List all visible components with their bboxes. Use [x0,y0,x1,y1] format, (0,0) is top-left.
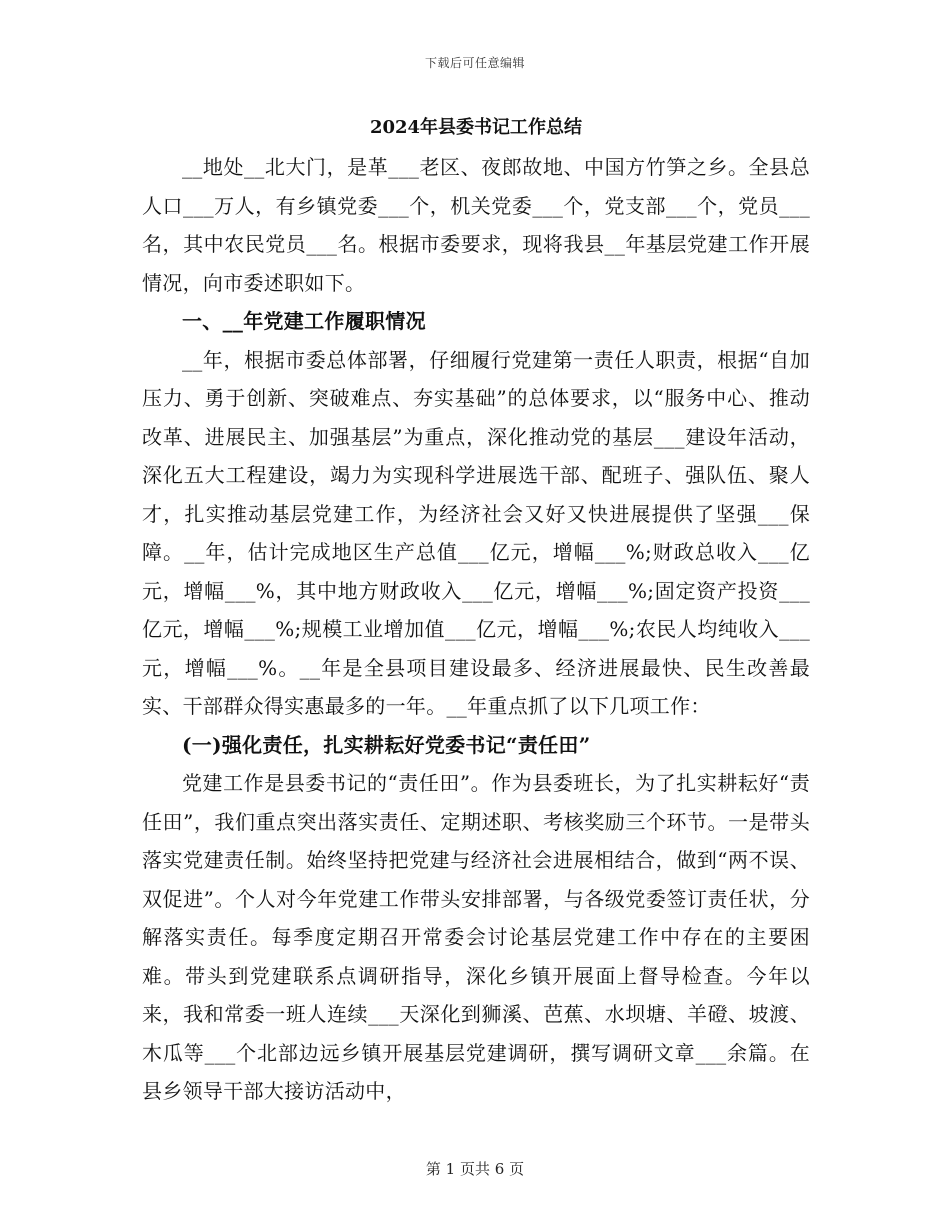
paragraph-intro: __地处__北大门，是革___老区、夜郎故地、中国方竹笋之乡。全县总人口___万人，有乡镇党委___个，机关党委___个，党支部___个，党员___名，其中农民党员___名。根据市委要求，现将我县__年基层党建工作开展情况，向市委述职如下。 [142,155,810,295]
document-title: 2024年县委书记工作总结 [369,117,583,138]
page-number: 第 1 页共 6 页 [425,1160,525,1178]
document-body [142,116,810,1111]
subsection-heading-1: (一)强化责任，扎实耕耘好党委书记“责任田” [182,732,591,757]
page-header-note: 下载后可任意编辑 [424,56,525,70]
section-heading-1: 一、__年党建工作履职情况 [182,309,426,333]
paragraph-responsibility: 党建工作是县委书记的“责任田”。作为县委班长，为了扎实耕耘好“责任田”，我们重点突出落实责任、定期述职、考核奖励三个环节。一是带头落实党建责任制。始终坚持把党建与经济社会进展相结合，做到“两不误、双促进”。个人对今年党建工作带头安排部署，与各级党委签订责任状，分解落实责任。每季度定期召开常委会讨论基层党建工作中存在的主要困难。带头到党建联系点调研指导，深化乡镇开展面上督导检查。今年以来，我和常委一班人连续___天深化到狮溪、芭蕉、水坝塘、羊磴、坡渡、木瓜等___个北部边远乡镇开展基层党建调研，撰写调研文章___余篇。在县乡领导干部大接访活动中， [142,771,810,1103]
paragraph-overview: __年，根据市委总体部署，仔细履行党建第一责任人职责，根据“自加压力、勇于创新、突破难点、夯实基础”的总体要求，以“服务中心、推动改革、进展民主、加强基层”为重点，深化推动党的基层___建设年活动，深化五大工程建设，竭力为实现科学进展选干部、配班子、强队伍、聚人才，扎实推动基层党建工作，为经济社会又好又快进展提供了坚强___保障。__年，估计完成地区生产总值___亿元，增幅___%;财政总收入___亿元，增幅___%，其中地方财政收入___亿元，增幅___%;固定资产投资___亿元，增幅___%;规模工业增加值___亿元，增幅___%;农民人均纯收入___元，增幅___%。__年是全县项目建设最多、经济进展最快、民生改善最实、干部群众得实惠最多的一年。__年重点抓了以下几项工作： [142,347,810,718]
